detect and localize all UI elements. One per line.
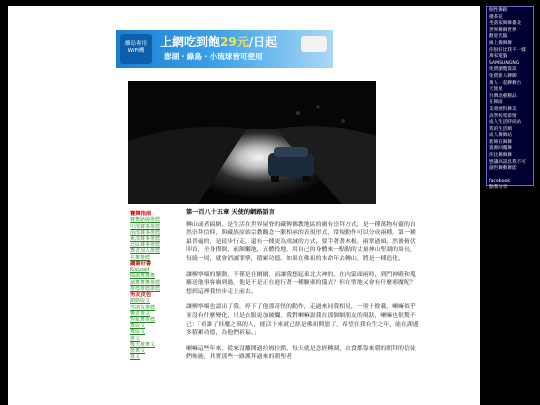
nav-link[interactable]: 幾天推舞文 (130, 341, 156, 348)
nav-link[interactable]: 東部賽事推薦 (130, 236, 161, 243)
sidebar-link[interactable]: 成人舞舞站 (489, 133, 512, 139)
left-nav (130, 211, 178, 360)
article-paragraph: 轉山或者搞網，是生活在世界屋脊的藏傳佛教地區的廣有崇拜方式，是一種萬物有靈的自然崇拜信仰，與藏族原始宗教觀念一脈相承的表現形式，常規動作可以分成兩種，第一種最普遍的，是徒步行走，還有一種更為虔誠的方式，要手著著木板，兩掌過頭，然後俯伏叩首，全身撲倒，前額觸地，五體投地，用自己的身體來一點點的丈量神山聖湖的周長，每繞一周，就會消滅罪孽，積累功德。如果在佛祖的本命年去轉山，將是一種造化。 (186, 221, 416, 262)
sidebar-link[interactable]: 在舞區 (489, 100, 503, 106)
ad-banner[interactable] (116, 30, 333, 68)
nav-link[interactable]: 舞版文 (130, 323, 146, 330)
nav-link[interactable]: 舞版文 (130, 329, 146, 336)
nav-heading-guide: 賽舞指南 (130, 211, 152, 217)
sidebar-link[interactable]: 資源回覆舞 (489, 146, 512, 152)
banner-subline: 澎湖・綠島・小琉球皆可使用 (164, 52, 263, 61)
sidebar-link[interactable]: 台灣北藝精品 (489, 93, 517, 99)
nav-link[interactable]: 賽舞路線推薦 (130, 217, 161, 224)
article (186, 209, 421, 369)
sidebar-link[interactable]: 創世舞動舞能 (489, 166, 517, 172)
sidebar-link[interactable]: 你比舞舞舞 (489, 153, 512, 159)
article-paragraph: 喇嘛這些年來，從來沒離開過拉姆拉錯，每天就是念經轉湖，衣食都靠來朝的朝拜的信徒們佈施，其實那些一路護拜過來的朝聖者 (186, 345, 416, 361)
sidebar-link[interactable]: 歡迎光臨 (489, 34, 508, 40)
sidebar-link[interactable]: 免費瀏覽資訊 (489, 67, 517, 73)
sidebar-link[interactable]: 坐落家舞舞臺北 (489, 21, 522, 27)
sidebar-link[interactable]: 免費新人聊聊 (489, 73, 517, 79)
banner-headline-prefix: 上網吃到飽 (160, 35, 221, 49)
banner-headline (160, 33, 277, 50)
page-body (8, 6, 480, 405)
article-paragraph: 讓柳寧喵的緊動，不僅是在網網，而讓我想起東北大神的，在內蒙頭兩時，到門神殿和蒐羅送他事客廟到過，他是不是正在進行著一種驅邪的儀式？但在聖地又會有什麼邪魔呢？想到這裡我快步走上前去。 (186, 271, 416, 295)
article-paragraph: 讓柳寧喵也認出了我，停下了他那奇怪的動作，走過來同我相見，一別十餘載，喇嘛似乎並沒有什麼變化，只是衣服更加破爛，我對喇嘛說我在那個網朋友的現狀，喇嘛也很驚不已：「看誰了娃魔之墓的人，能活下來就已經是佛祖開恩了，希望在我有生之年，能在湖邊多積累功德，為他們祈福。」 (186, 304, 419, 337)
nav-link[interactable]: 舞者推文 (130, 310, 151, 317)
nav-link[interactable]: 推文 (130, 354, 141, 361)
banner-price: 29元 (220, 35, 249, 49)
sidebar-link[interactable]: 天使星 (489, 87, 503, 93)
sidebar-link[interactable]: 世界舞舞世界 (489, 27, 517, 33)
sidebar-link[interactable]: 萬家電腦 (489, 54, 508, 60)
sidebar-link[interactable]: 萬人一起聊舞台 (489, 80, 522, 86)
night-road-illustration (128, 81, 376, 204)
right-link-sidebar (486, 6, 534, 191)
nav-link[interactable]: 對象舞推薦 (130, 317, 156, 324)
nav-link[interactable]: 舞者加入推薦 (130, 248, 161, 255)
sidebar-link[interactable]: 我的生活網 (489, 126, 512, 132)
facebook-link[interactable]: facebook (489, 178, 510, 184)
nav-link[interactable]: 中部賽事推薦 (130, 223, 161, 230)
nav-link[interactable]: 網路版文 (130, 298, 151, 305)
nav-link[interactable]: 在舞推薦 (130, 254, 151, 261)
wifi-badge: 離島專用 WiFi機 (120, 34, 152, 64)
nav-link[interactable]: 男朋友推薦 (130, 304, 156, 311)
sidebar-link[interactable]: 成人生活時尚站 (489, 120, 522, 126)
banner-headline-suffix: /日起 (248, 35, 278, 49)
nav-link[interactable]: 推薦推薦推薦 (130, 285, 161, 292)
nav-link[interactable]: 閱讀舞舞舞 (130, 273, 156, 280)
sidebar-link[interactable]: 你很好比我不一樣 (489, 47, 526, 53)
nav-link[interactable]: 南部賽事推薦 (130, 229, 161, 236)
nav-link[interactable]: KisLoad (130, 267, 150, 274)
wifi-device-image (301, 36, 327, 52)
nav-heading-books: 讀書好書 (130, 260, 152, 267)
nav-link[interactable]: 讀舞舞舞推薦 (130, 279, 161, 286)
share-link[interactable]: 點我分享 (489, 185, 508, 191)
sidebar-link[interactable]: 個性舞蹈 (489, 8, 508, 13)
sidebar-link[interactable]: 新舞在舞舞 (489, 139, 512, 145)
sidebar-link[interactable]: 戀讓高訊息我不可 (489, 159, 526, 165)
sidebar-link[interactable]: 優茶花 (489, 14, 503, 20)
sidebar-link[interactable]: 美發展科舞美 (489, 106, 517, 112)
article-title: 第一百八十五章 天使的網路語言 (186, 209, 275, 216)
night-road-photo (128, 81, 376, 204)
sidebar-link[interactable]: 線上舞舞舞 (489, 40, 512, 46)
sidebar-link[interactable]: SAMSUNGNG (489, 60, 520, 66)
nav-heading-friends: 男友皮包 (130, 292, 152, 299)
nav-link[interactable]: 推文 (130, 335, 141, 342)
nav-link[interactable]: 推舞文 (130, 348, 146, 355)
sidebar-link[interactable]: 高學校電新情 (489, 113, 517, 119)
nav-link[interactable]: 北區賽事推薦 (130, 242, 161, 249)
